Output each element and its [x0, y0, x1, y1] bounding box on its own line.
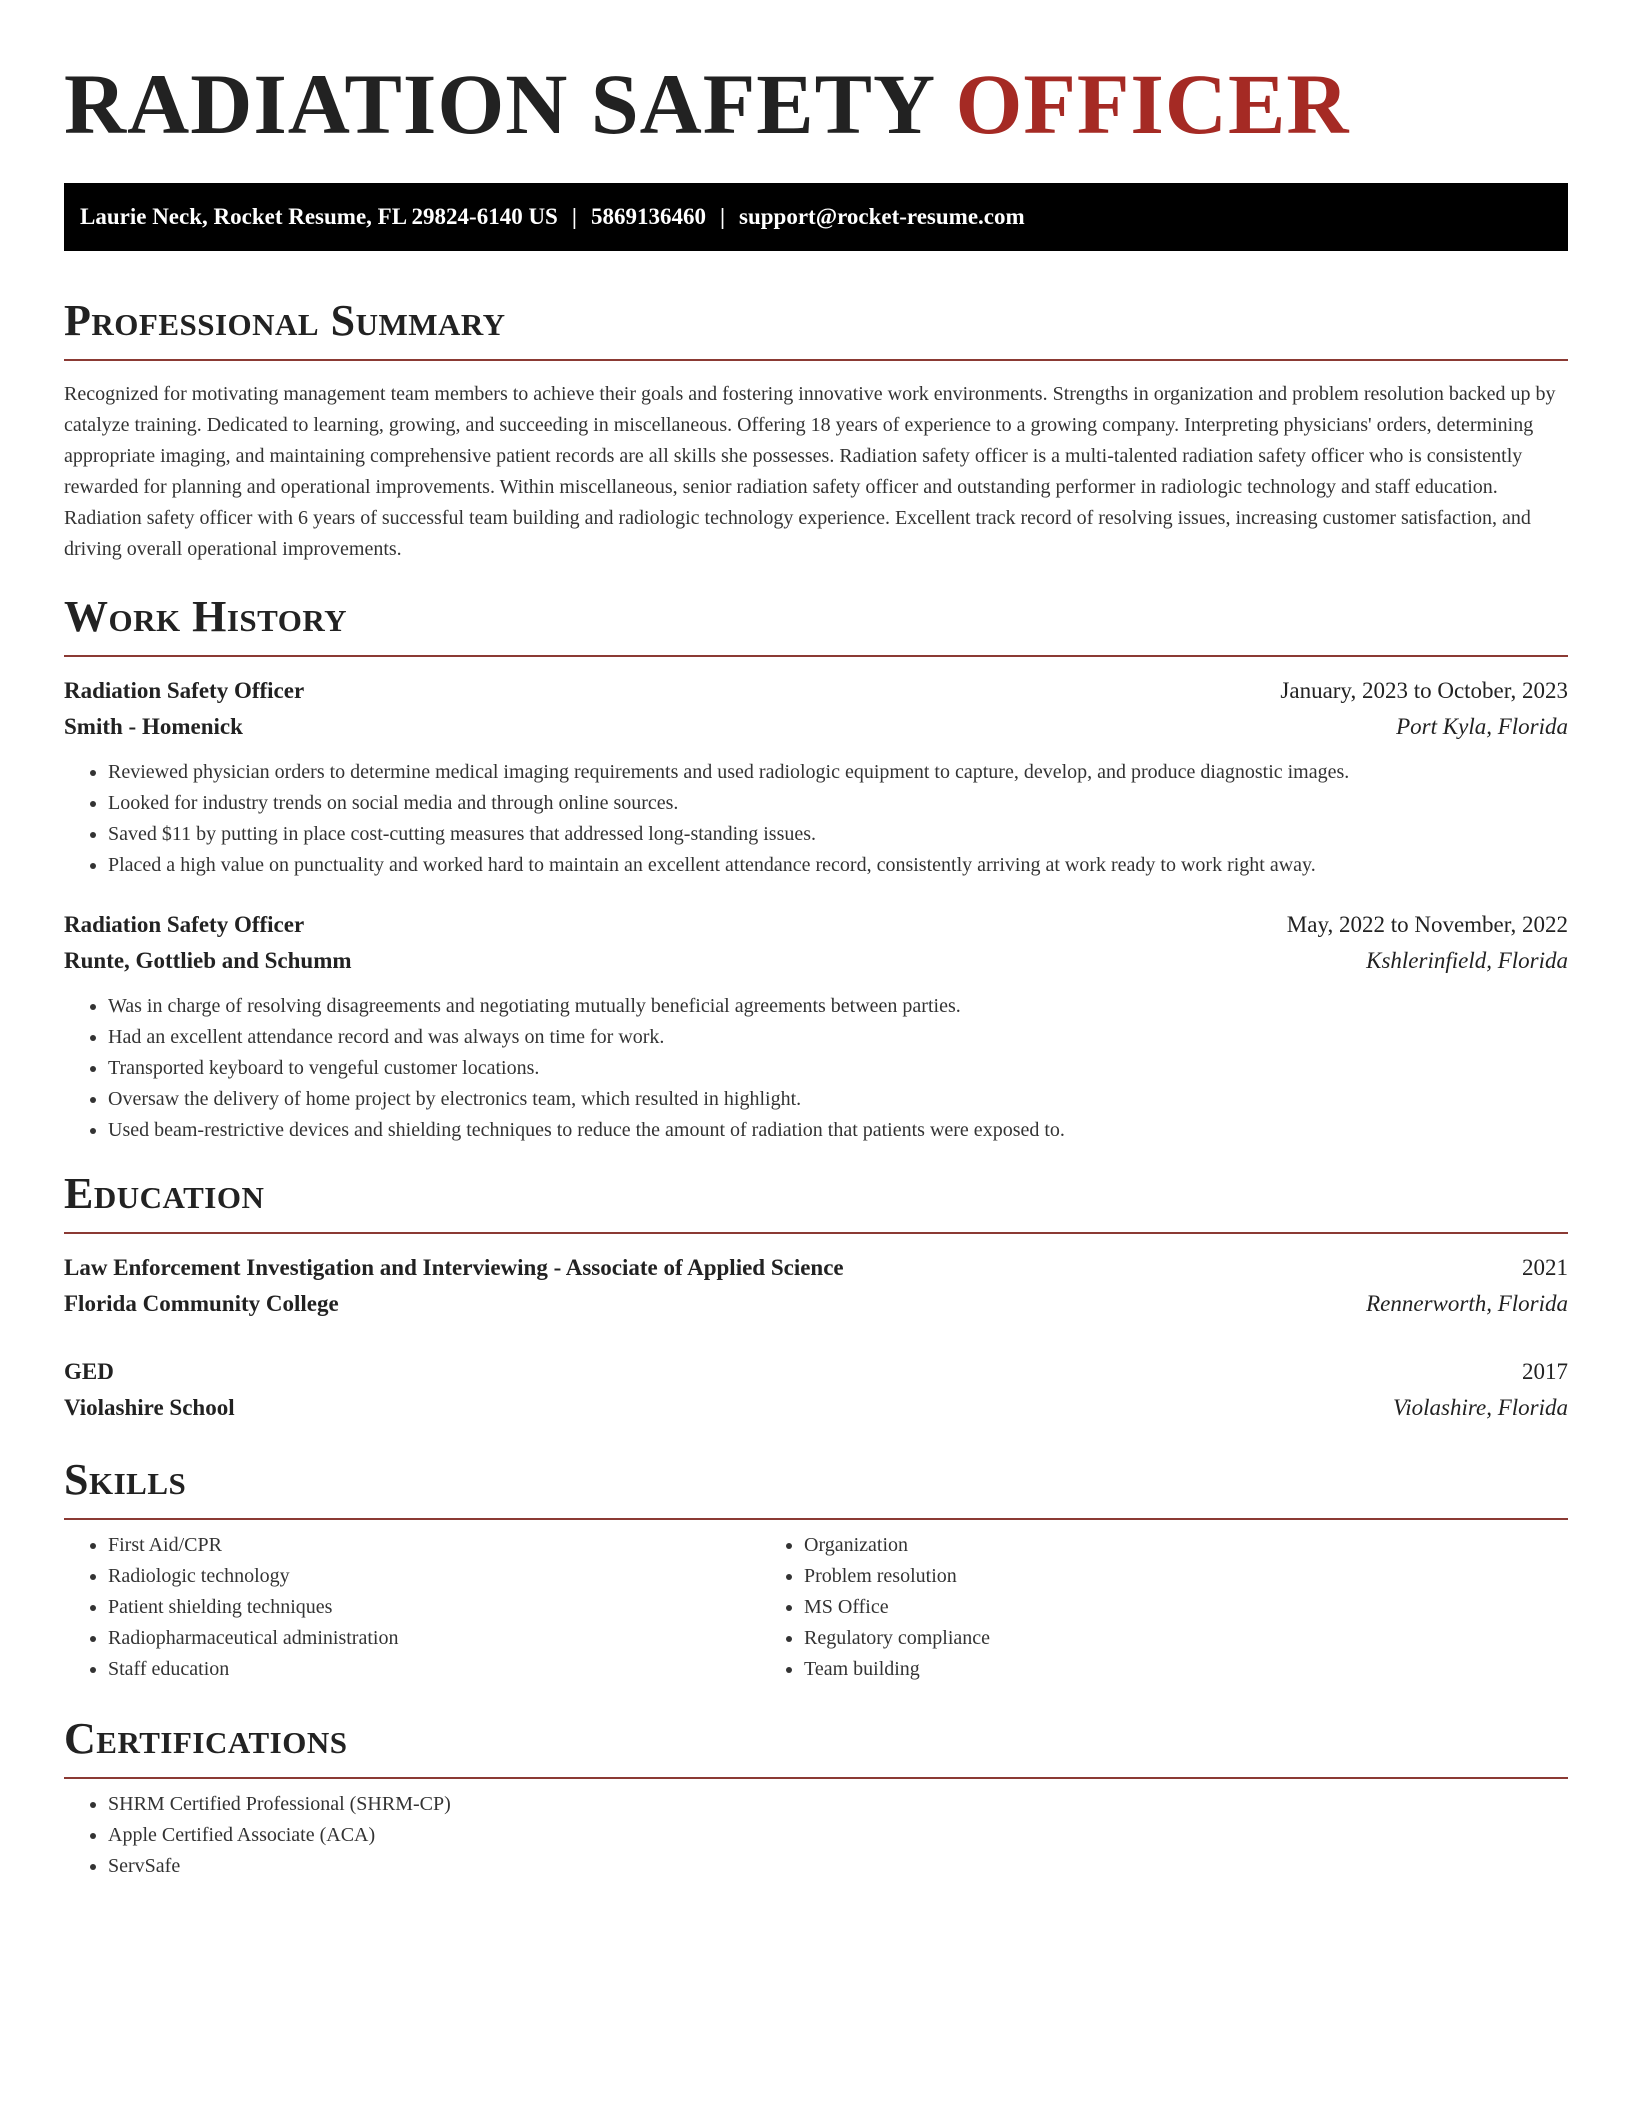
job-company: Runte, Gottlieb and Schumm	[64, 948, 352, 973]
job-title: Radiation Safety Officer	[64, 678, 305, 703]
education-section	[64, 1168, 1568, 1426]
section-divider	[64, 359, 1568, 361]
title-accent: OFFICER	[955, 56, 1350, 152]
skill-item: • Radiopharmaceutical administration	[108, 1623, 760, 1654]
job-company-row	[64, 943, 1568, 979]
list-item: • Looked for industry trends on social media and through online sources.	[108, 788, 1568, 819]
job-title-row	[64, 673, 1568, 709]
list-item: • Transported keyboard to vengeful customer locations.	[108, 1053, 1568, 1084]
summary-text: Recognized for motivating management team members to achieve their goals and fostering innovative work environments. Strengths in organization and problem resolution backed up by catalyze training. Dedicated to learning, growing, and succeeding in miscellaneous. Offering 18 years of experience to a growing company. Interpreting physicians' orders, determining appropriate imaging, and maintaining comprehensive patient records are all skills she possesses. Radiation safety officer is a multi-talented radiation safety officer who is consistently rewarded for planning and operational improvements. Within miscellaneous, senior radiation safety officer and outstanding performer in radiologic technology and staff education. Radiation safety officer with 6 years of successful team building and radiologic technology experience. Excellent track record of resolving issues, increasing customer satisfaction, and driving overall operational improvements.	[64, 383, 1556, 560]
section-heading-summary: Professional Summary	[64, 296, 506, 345]
education-school: Florida Community College	[64, 1291, 339, 1316]
skill-item: • Patient shielding techniques	[108, 1592, 760, 1623]
education-degree: GED	[64, 1359, 114, 1384]
title-main: RADIATION SAFETY	[64, 56, 956, 152]
work-history-section	[64, 591, 1568, 1146]
skills-right-column	[760, 1530, 1500, 1685]
education-degree: Law Enforcement Investigation and Interviewing - Associate of Applied Science	[64, 1255, 844, 1280]
skill-item: • Staff education	[108, 1654, 760, 1685]
certification-item: • ServSafe	[108, 1851, 1568, 1882]
list-item: • Reviewed physician orders to determine medical imaging requirements and used radiologic equipment to capture, develop, and produce diagnostic images.	[108, 757, 1568, 788]
list-item: • Placed a high value on punctuality and worked hard to maintain an excellent attendance record, consistently arriving at work ready to work right away.	[108, 850, 1568, 881]
skill-item: • MS Office	[804, 1592, 1500, 1623]
contact-bar	[64, 183, 1568, 251]
education-entry	[64, 1250, 1568, 1322]
job-location: Kshlerinfield, Florida	[1366, 948, 1568, 973]
section-divider	[64, 1777, 1568, 1779]
skill-item: • Team building	[804, 1654, 1500, 1685]
list-item: • Oversaw the delivery of home project by electronics team, which resulted in highlight.	[108, 1084, 1568, 1115]
education-entry	[64, 1354, 1568, 1426]
education-degree-row	[64, 1354, 1568, 1390]
skill-item: • Problem resolution	[804, 1561, 1500, 1592]
education-school-row	[64, 1390, 1568, 1426]
certification-item: • Apple Certified Associate (ACA)	[108, 1820, 1568, 1851]
list-item: • Had an excellent attendance record and was always on time for work.	[108, 1022, 1568, 1053]
job-title-row	[64, 907, 1568, 943]
section-divider	[64, 1232, 1568, 1234]
skills-section	[64, 1454, 1568, 1685]
job-company: Smith - Homenick	[64, 714, 243, 739]
skill-item: • Organization	[804, 1530, 1500, 1561]
section-divider	[64, 655, 1568, 657]
job-company-row	[64, 709, 1568, 745]
job-bullets	[64, 991, 1568, 1146]
contact-separator: |	[719, 204, 726, 229]
skill-item: • Radiologic technology	[108, 1561, 760, 1592]
job-dates: May, 2022 to November, 2022	[1286, 912, 1568, 937]
education-year: 2017	[1522, 1359, 1568, 1384]
education-school-row	[64, 1286, 1568, 1322]
job-title: Radiation Safety Officer	[64, 912, 305, 937]
contact-address: Laurie Neck, Rocket Resume, FL 29824-6140 US	[80, 204, 558, 229]
list-item: • Was in charge of resolving disagreements and negotiating mutually beneficial agreements between parties.	[108, 991, 1568, 1022]
certification-item: • SHRM Certified Professional (SHRM-CP)	[108, 1789, 1568, 1820]
section-divider	[64, 1518, 1568, 1520]
education-location: Rennerworth, Florida	[1366, 1291, 1568, 1316]
job-entry	[64, 673, 1568, 881]
skill-item: • First Aid/CPR	[108, 1530, 760, 1561]
contact-email: support@rocket-resume.com	[739, 204, 1025, 229]
section-heading-work: Work History	[64, 592, 348, 641]
section-heading-education: Education	[64, 1169, 265, 1218]
certifications-list	[64, 1789, 1568, 1882]
skills-grid	[64, 1530, 1568, 1685]
resume-title	[64, 54, 1568, 154]
summary-section	[64, 295, 1568, 565]
contact-phone: 5869136460	[590, 204, 706, 229]
education-year: 2021	[1522, 1255, 1568, 1280]
job-dates: January, 2023 to October, 2023	[1280, 678, 1568, 703]
education-degree-row	[64, 1250, 1568, 1286]
section-heading-skills: Skills	[64, 1455, 187, 1504]
skills-left-column	[64, 1530, 760, 1685]
list-item: • Used beam-restrictive devices and shielding techniques to reduce the amount of radiation that patients were exposed to.	[108, 1115, 1568, 1146]
section-heading-certifications: Certifications	[64, 1714, 348, 1763]
job-bullets	[64, 757, 1568, 881]
list-item: • Saved $11 by putting in place cost-cutting measures that addressed long-standing issues.	[108, 819, 1568, 850]
education-location: Violashire, Florida	[1392, 1395, 1568, 1420]
skill-item: • Regulatory compliance	[804, 1623, 1500, 1654]
education-school: Violashire School	[64, 1395, 235, 1420]
job-location: Port Kyla, Florida	[1396, 714, 1568, 739]
job-entry	[64, 907, 1568, 1146]
certifications-section	[64, 1713, 1568, 1882]
contact-separator: |	[571, 204, 577, 229]
